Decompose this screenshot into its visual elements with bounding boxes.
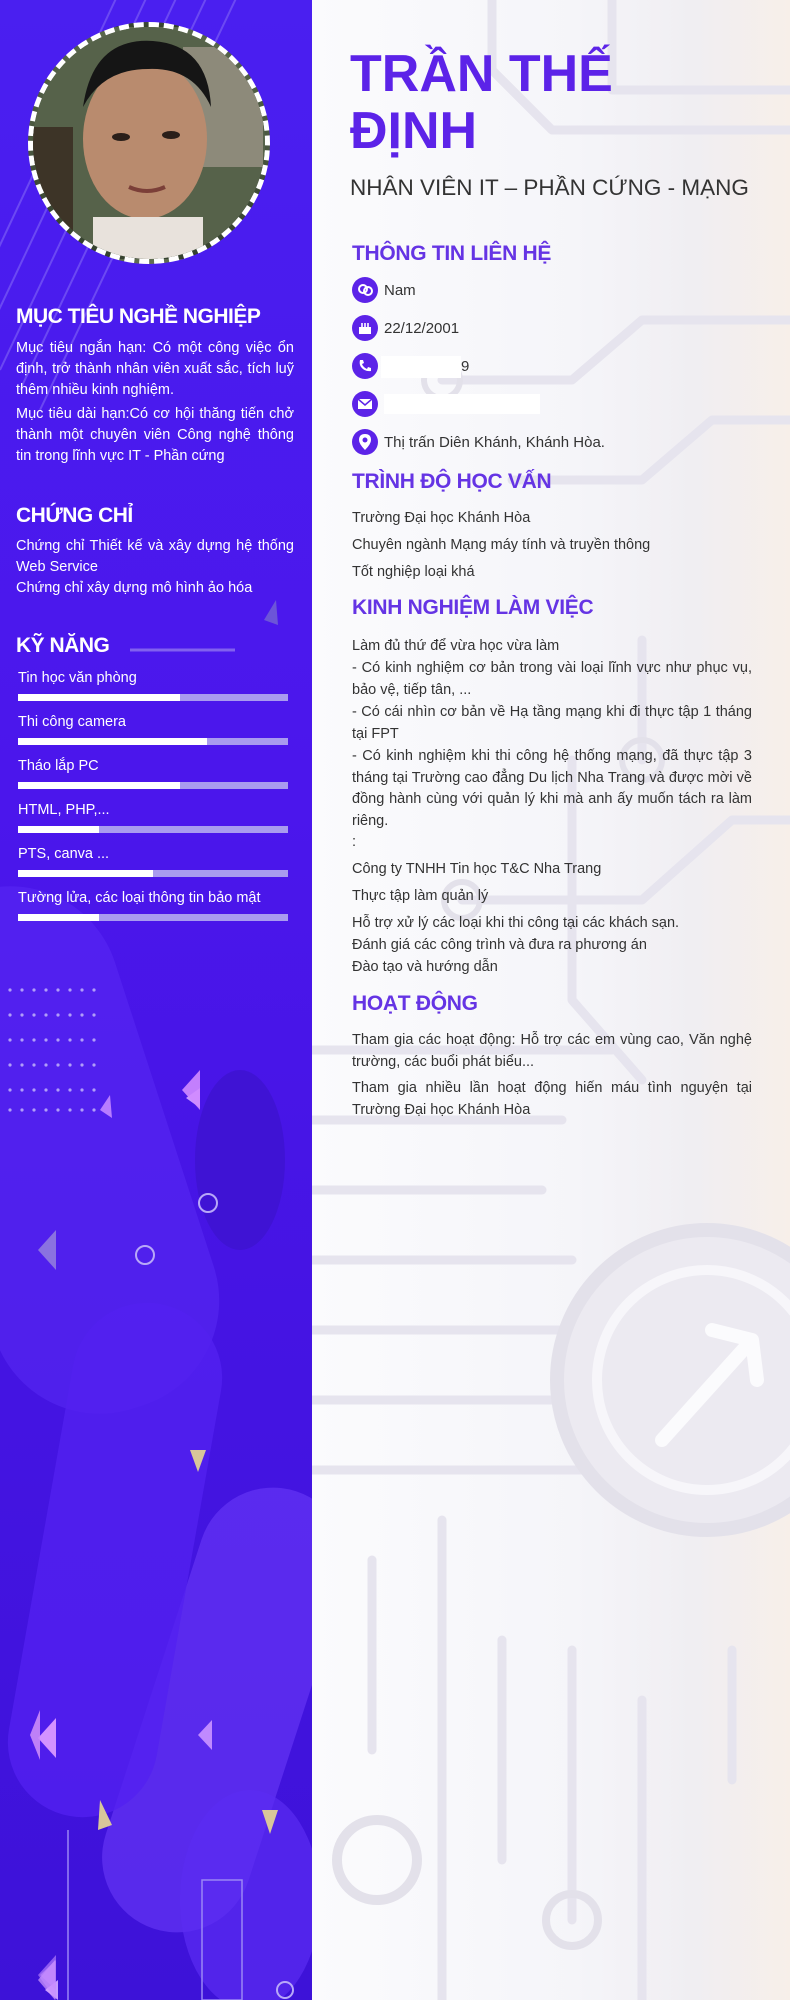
skill-bar-fill bbox=[18, 914, 99, 921]
experience-company: Công ty TNHH Tin học T&C Nha Trang bbox=[352, 861, 602, 877]
skill-bar bbox=[18, 826, 288, 833]
gender-value: Nam bbox=[384, 281, 416, 299]
skill-bar-fill bbox=[18, 782, 180, 789]
sidebar-background-decoration bbox=[0, 0, 312, 2000]
candidate-name-line2: ĐỊNH bbox=[350, 102, 478, 160]
email-icon bbox=[352, 391, 378, 417]
experience-duty: Đào tạo và hướng dẫn bbox=[352, 959, 498, 975]
skill-name: Tin học văn phòng bbox=[18, 670, 137, 686]
birthday-cake-icon bbox=[352, 315, 378, 341]
email-redaction bbox=[384, 394, 540, 414]
experience-colon: : bbox=[352, 834, 357, 850]
phone-icon bbox=[352, 353, 378, 379]
skill-item bbox=[18, 756, 288, 789]
education-line: Tốt nghiệp loại khá bbox=[352, 564, 475, 580]
skill-bar-fill bbox=[18, 738, 207, 745]
skill-bar bbox=[18, 694, 288, 701]
skill-item bbox=[18, 844, 288, 877]
certificate-item: Chứng chỉ Thiết kế và xây dựng hệ thống Web Service bbox=[16, 538, 294, 575]
skill-item bbox=[18, 668, 288, 701]
skill-bar bbox=[18, 870, 288, 877]
experience-bullet: - Có kinh nghiệm khi thi công hệ thống mạng, đã thực tập 3 tháng tại Trường cao đẳng Du lịch Nha Trang và được mời về đồng hành cùng với quản lý khi mà anh ấy muốn tách ra làm riêng. bbox=[352, 748, 752, 829]
location-pin-icon bbox=[352, 429, 378, 455]
address-value: Thị trấn Diên Khánh, Khánh Hòa. bbox=[384, 433, 605, 451]
career-goal-short-term: Mục tiêu ngắn hạn: Có một công việc ổn định, trở thành nhân viên xuất sắc, tích luỹ thêm nhiều kinh nghiệm. bbox=[16, 340, 294, 398]
certificates-heading: CHỨNG CHỈ bbox=[16, 504, 133, 527]
education-line: Trường Đại học Khánh Hòa bbox=[352, 510, 531, 526]
experience-intro: Làm đủ thứ để vừa học vừa làm bbox=[352, 638, 560, 654]
birthday-value: 22/12/2001 bbox=[384, 319, 460, 337]
skill-item bbox=[18, 888, 288, 921]
skill-bar-fill bbox=[18, 694, 180, 701]
contact-address bbox=[352, 428, 605, 456]
contact-gender bbox=[352, 276, 416, 304]
phone-redaction bbox=[381, 356, 461, 378]
candidate-name bbox=[350, 46, 613, 160]
skill-bar-fill bbox=[18, 826, 99, 833]
job-title: NHÂN VIÊN IT – PHẦN CỨNG - MẠNG bbox=[350, 175, 749, 200]
skill-item bbox=[18, 800, 288, 833]
skill-item bbox=[18, 712, 288, 745]
skill-name: HTML, PHP,... bbox=[18, 802, 110, 818]
skill-bar bbox=[18, 782, 288, 789]
profile-photo bbox=[28, 22, 270, 264]
experience-duty: Hỗ trợ xử lý các loại khi thi công tại các khách sạn. bbox=[352, 915, 680, 931]
contact-email[interactable] bbox=[352, 390, 388, 418]
career-goal-heading: MỤC TIÊU NGHỀ NGHIỆP bbox=[16, 305, 261, 328]
activities-heading: HOẠT ĐỘNG bbox=[352, 992, 478, 1015]
education-heading: TRÌNH ĐỘ HỌC VẤN bbox=[352, 470, 552, 493]
phone-value-tail: 9 bbox=[461, 357, 470, 375]
sidebar bbox=[0, 0, 312, 2000]
activity-item: Tham gia nhiều lần hoạt động hiến máu tình nguyện tại Trường Đại học Khánh Hòa bbox=[352, 1080, 752, 1118]
experience-role: Thực tập làm quản lý bbox=[352, 888, 489, 904]
skill-bar-fill bbox=[18, 870, 153, 877]
portrait-illustration bbox=[33, 27, 265, 259]
skill-bar bbox=[18, 914, 288, 921]
skill-name: PTS, canva ... bbox=[18, 846, 110, 862]
education-line: Chuyên ngành Mạng máy tính và truyền thông bbox=[352, 537, 651, 553]
experience-duty: Đánh giá các công trình và đưa ra phương án bbox=[352, 937, 647, 953]
skill-name: Thi công camera bbox=[18, 714, 126, 730]
career-goal-long-term: Mục tiêu dài hạn:Có cơ hội thăng tiến chở thành một chuyên viên Công nghệ thông tin trong lĩnh vực IT - Phần cứng bbox=[16, 406, 294, 464]
experience-bullet: - Có cái nhìn cơ bản về Hạ tầng mạng khi đi thực tập 1 tháng tại FPT bbox=[352, 704, 752, 742]
skill-bar bbox=[18, 738, 288, 745]
candidate-name-line1: TRẦN THẾ bbox=[350, 45, 613, 103]
contact-birthday bbox=[352, 314, 459, 342]
experience-bullet: - Có kinh nghiệm cơ bản trong vài loại lĩnh vực như phục vụ, bảo vệ, tiếp tân, ... bbox=[352, 660, 752, 698]
skill-name: Tháo lắp PC bbox=[18, 758, 99, 774]
gender-icon bbox=[352, 277, 378, 303]
experience-heading: KINH NGHIỆM LÀM VIỆC bbox=[352, 596, 594, 619]
certificate-item: Chứng chỉ xây dựng mô hình ảo hóa bbox=[16, 580, 253, 596]
contact-heading: THÔNG TIN LIÊN HỆ bbox=[352, 242, 552, 265]
skill-name: Tường lửa, các loại thông tin bảo mật bbox=[18, 890, 261, 906]
activity-item: Tham gia các hoạt động: Hỗ trợ các em vùng cao, Văn nghệ trường, các buổi phát biểu... bbox=[352, 1032, 752, 1070]
skills-heading: KỸ NĂNG bbox=[16, 634, 110, 657]
